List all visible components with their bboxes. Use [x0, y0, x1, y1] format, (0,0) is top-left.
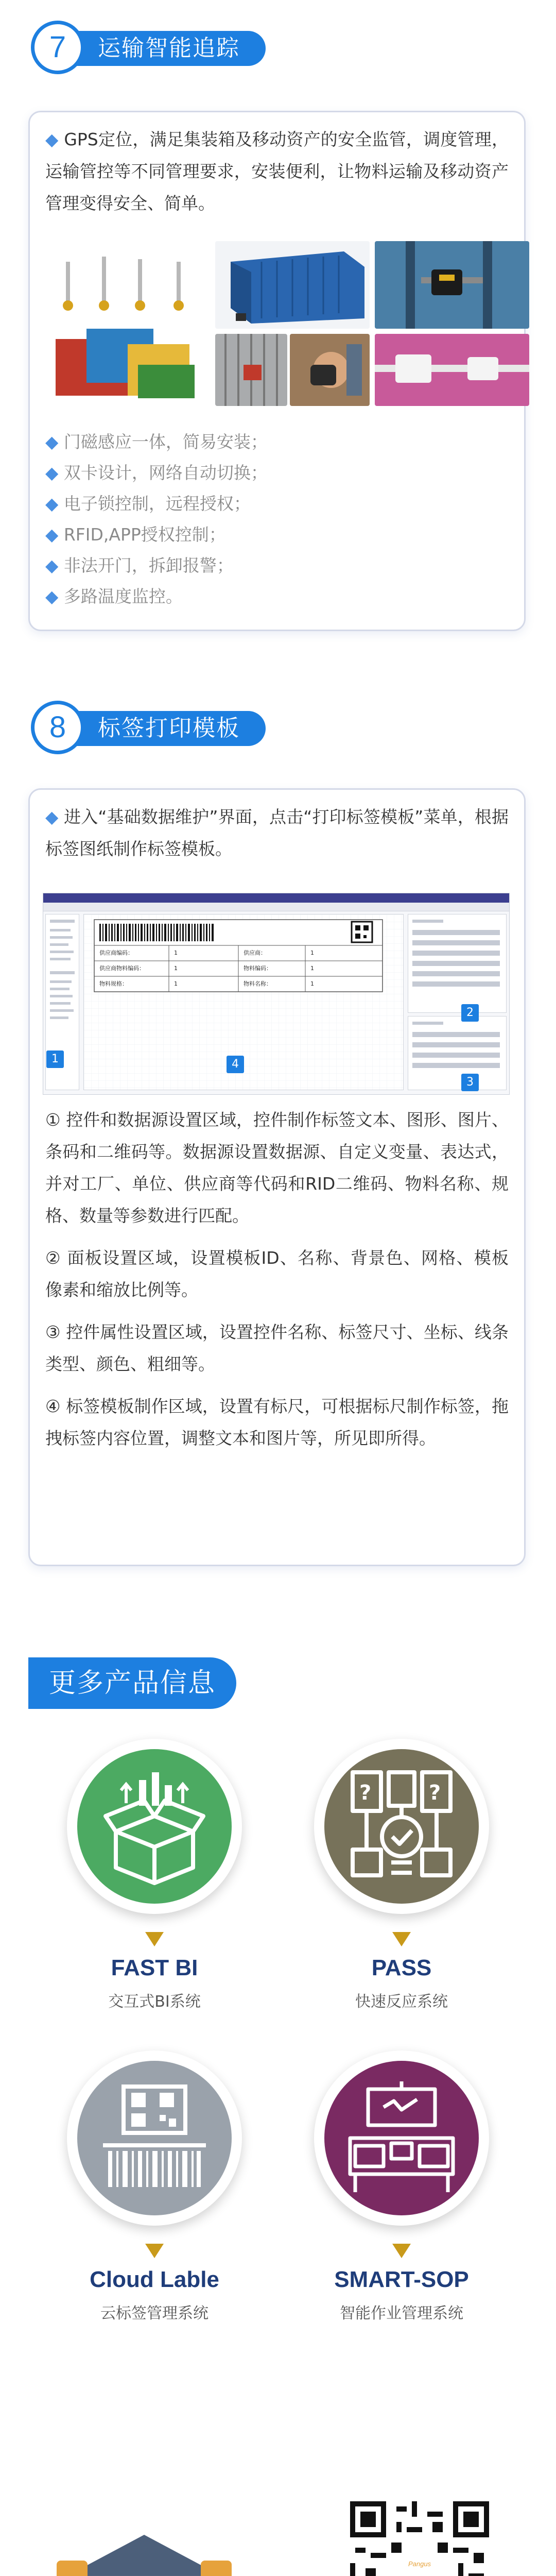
section8-card — [28, 788, 526, 1566]
svg-text:?: ? — [429, 1781, 441, 1805]
diamond-bullet-icon: ◆ — [45, 586, 64, 606]
arrow-down-icon — [145, 1932, 164, 1946]
property-settings-area — [408, 1016, 507, 1090]
desc-item-2: ② 面板设置区域，设置模板ID、名称、背景色、网格、模板像素和缩放比例等。 — [45, 1248, 509, 1300]
product-card-fast-bi[interactable] — [67, 1739, 242, 1914]
app-toolbar — [43, 903, 509, 911]
diamond-bullet-icon: ◆ — [45, 555, 64, 575]
gps-lock-photo — [375, 241, 529, 329]
section7-title: 运输智能追踪 — [67, 31, 266, 66]
diamond-bullet-icon: ◆ — [45, 494, 64, 514]
worker-hand-photo — [290, 334, 370, 406]
more-products-title: 更多产品信息 — [28, 1657, 236, 1709]
gps-devices-photo — [50, 241, 210, 406]
feature-item: ◆ 门磁感应一体，简易安装； — [45, 432, 268, 452]
blue-container-photo — [215, 241, 370, 329]
diamond-bullet-icon: ◆ — [45, 129, 64, 149]
area-marker-4: 4 — [227, 1056, 244, 1073]
desc-item-1: ① 控件和数据源设置区域，控件制作标签文本、图形、图片、条码和二维码等。数据源设置数据源、自定义变量、表达式，并对工厂、单位、供应商等代码和RID二维码、物料名称、规格、数量等参数进行匹配。 — [45, 1110, 509, 1226]
section8-intro: ◆ 进入“基础数据维护”界面，点击“打印标签模板”菜单，根据标签图纸制作标签模板。 — [45, 807, 509, 859]
section8-number: 8 — [31, 701, 84, 754]
label-row-2: 供应商物料编码： 1 物料编码： 1 — [99, 965, 314, 972]
desc-item-3: ③ 控件属性设置区域，设置控件名称、标签尺寸、坐标、线条类型、颜色、粗细等。 — [45, 1322, 509, 1374]
section8-descriptions — [45, 1104, 509, 1454]
diamond-bullet-icon: ◆ — [45, 463, 64, 483]
product-name: Cloud Lable — [90, 2267, 219, 2292]
box-charts-icon — [77, 1749, 232, 1904]
section7-intro: ◆ GPS定位，满足集装箱及移动资产的安全监管，调度管理，运输管控等不同管理要求，安装便利，让物料运输及移动资产管理变得安全、简单。 — [45, 129, 509, 213]
feature-item: ◆ 双卡设计，网络自动切换； — [45, 463, 268, 483]
area-marker-2: 2 — [461, 1004, 479, 1022]
diamond-bullet-icon: ◆ — [45, 807, 64, 827]
product-name: SMART-SOP — [334, 2267, 469, 2292]
section7-number: 7 — [31, 21, 84, 74]
panel-settings-area — [408, 914, 507, 1013]
app-topbar — [43, 893, 509, 903]
product-name: PASS — [371, 1955, 432, 1980]
feature-item: ◆ 多路温度监控。 — [45, 586, 183, 606]
feature-item: ◆ 电子锁控制，远程授权； — [45, 494, 251, 514]
barcode-qr-icon — [77, 2061, 232, 2215]
qr-center-logo: Pangus — [408, 2560, 431, 2568]
product-subtitle: 快速反应系统 — [355, 1993, 448, 2011]
area-marker-3: 3 — [461, 1074, 479, 1091]
arrow-down-icon — [145, 2244, 164, 2258]
diamond-bullet-icon: ◆ — [45, 524, 64, 545]
pink-lock-photo — [375, 334, 529, 406]
section7-feature-list — [45, 427, 509, 612]
section7-card — [28, 111, 526, 631]
product-card-cloud-lable[interactable] — [67, 2050, 242, 2226]
arrow-down-icon — [392, 2244, 411, 2258]
product-subtitle: 云标签管理系统 — [100, 2304, 208, 2323]
area-marker-1: 1 — [46, 1050, 64, 1068]
diamond-bullet-icon: ◆ — [45, 432, 64, 452]
arrow-down-icon — [392, 1932, 411, 1946]
label-row-1: 供应商编码： 1 供应商： 1 — [99, 950, 314, 956]
feature-item: ◆ 非法开门，拆卸报警； — [45, 555, 234, 575]
container-doors-photo — [215, 334, 287, 406]
product-subtitle: 交互式BI系统 — [108, 1993, 201, 2011]
docs-check-icon — [324, 1749, 479, 1904]
product-card-pass[interactable] — [314, 1739, 489, 1914]
workstation-icon — [324, 2061, 479, 2215]
svg-text:?: ? — [359, 1781, 372, 1805]
factory-ims-illustration — [46, 2514, 242, 2576]
qr-code-image[interactable] — [350, 2501, 489, 2576]
desc-item-4: ④ 标签模板制作区域，设置有标尺，可根据标尺制作标签，拖拽标签内容位置，调整文本和图片等，所见即所得。 — [45, 1396, 509, 1448]
section8-title: 标签打印模板 — [67, 711, 266, 746]
feature-item: ◆ RFID,APP授权控制； — [45, 524, 226, 545]
product-card-smart-sop[interactable] — [314, 2050, 489, 2226]
product-name: FAST BI — [111, 1955, 198, 1980]
label-template-screenshot — [43, 893, 510, 1095]
product-subtitle: 智能作业管理系统 — [340, 2304, 463, 2323]
label-row-3: 物料规格： 1 物料名称： 1 — [99, 980, 314, 987]
